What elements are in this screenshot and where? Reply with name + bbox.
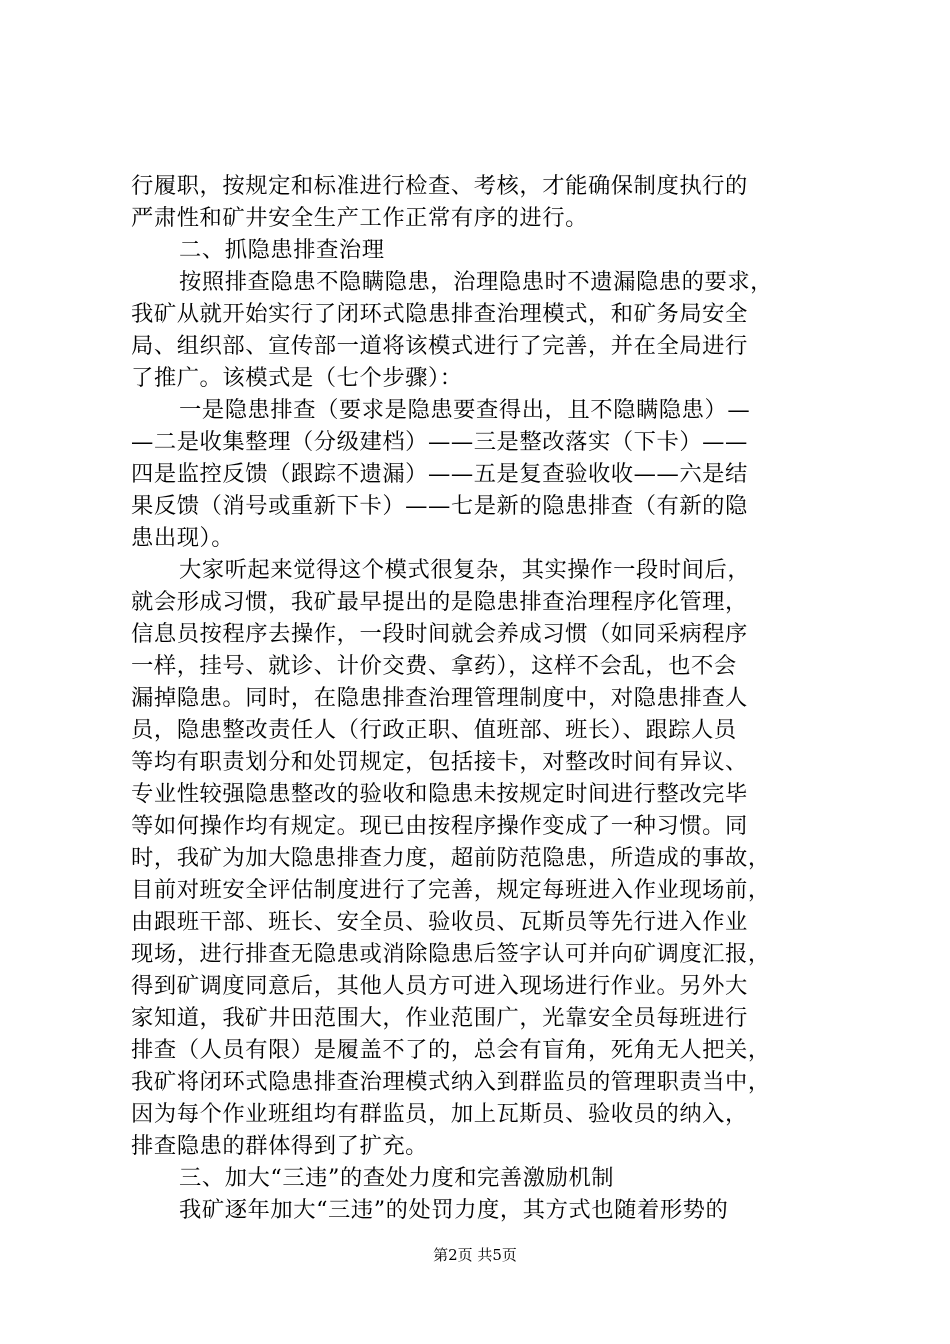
text-line: 大家听起来觉得这个模式很复杂，其实操作一段时间后， [179, 557, 751, 583]
text-line: 专业性较强隐患整改的验收和隐患未按规定时间进行整改完毕 [131, 781, 748, 807]
text-line: 三、加大“三违”的查处力度和完善激励机制 [179, 1165, 615, 1191]
text-line: 由跟班干部、班长、安全员、验收员、瓦斯员等先行进入作业 [131, 909, 748, 935]
text-line: 二、抓隐患排查治理 [179, 237, 385, 263]
text-line: 家知道，我矿井田范围大，作业范围广，光靠安全员每班进行 [131, 1005, 748, 1031]
text-line: 我矿将闭环式隐患排查治理模式纳入到群监员的管理职责当中， [131, 1069, 771, 1095]
text-line: 得到矿调度同意后，其他人员方可进入现场进行作业。另外大 [131, 973, 748, 999]
text-line: 按照排查隐患不隐瞒隐患，治理隐患时不遗漏隐患的要求， [179, 269, 774, 295]
text-line: 漏掉隐患。同时，在隐患排查治理管理制度中，对隐患排查人 [131, 685, 748, 711]
text-line: 果反馈（消号或重新下卡）——七是新的隐患排查（有新的隐 [131, 493, 748, 519]
text-line: 目前对班安全评估制度进行了完善，规定每班进入作业现场前， [131, 877, 771, 903]
text-line: 行履职，按规定和标准进行检查、考核，才能确保制度执行的 [131, 173, 748, 199]
text-line: 因为每个作业班组均有群监员，加上瓦斯员、验收员的纳入， [131, 1101, 748, 1127]
text-line: 严肃性和矿井安全生产工作正常有序的进行。 [131, 205, 588, 231]
text-line: 了推广。该模式是（七个步骤）： [131, 365, 463, 391]
text-line: 等如何操作均有规定。现已由按程序操作变成了一种习惯。同 [131, 813, 748, 839]
text-line: 信息员按程序去操作，一段时间就会养成习惯（如同采病程序 [131, 621, 748, 647]
text-line: 一样，挂号、就诊、计价交费、拿药），这样不会乱，也不会 [131, 653, 737, 679]
text-line: —二是收集整理（分级建档）——三是整改落实（下卡）—— [131, 429, 748, 455]
text-line: 我矿从就开始实行了闭环式隐患排查治理模式，和矿务局安全 [131, 301, 748, 327]
text-line: 一是隐患排查（要求是隐患要查得出，且不隐瞒隐患）— [179, 397, 751, 423]
text-line: 员，隐患整改责任人（行政正职、值班部、班长）、跟踪人员 [131, 717, 737, 743]
text-line: 我矿逐年加大“三违”的处罚力度，其方式也随着形势的 [179, 1197, 729, 1223]
document-body [131, 170, 831, 1226]
text-line: 时，我矿为加大隐患排查力度，超前防范隐患，所造成的事故， [131, 845, 771, 871]
text-line: 局、组织部、宣传部一道将该模式进行了完善，并在全局进行 [131, 333, 748, 359]
text-line: 患出现）。 [131, 525, 235, 551]
text-line: 排查隐患的群体得到了扩充。 [131, 1133, 429, 1159]
text-line: 等均有职责划分和处罚规定，包括接卡，对整改时间有异议、 [131, 749, 748, 775]
text-line: 现场，进行排查无隐患或消除隐患后签字认可并向矿调度汇报， [131, 941, 771, 967]
text-line: 就会形成习惯，我矿最早提出的是隐患排查治理程序化管理， [131, 589, 748, 615]
page-footer: 第2页 共5页 [433, 1246, 517, 1264]
text-line: 排查（人员有限）是履盖不了的，总会有盲角，死角无人把关， [131, 1037, 771, 1063]
text-line: 四是监控反馈（跟踪不遗漏）——五是复查验收收——六是结 [131, 461, 748, 487]
